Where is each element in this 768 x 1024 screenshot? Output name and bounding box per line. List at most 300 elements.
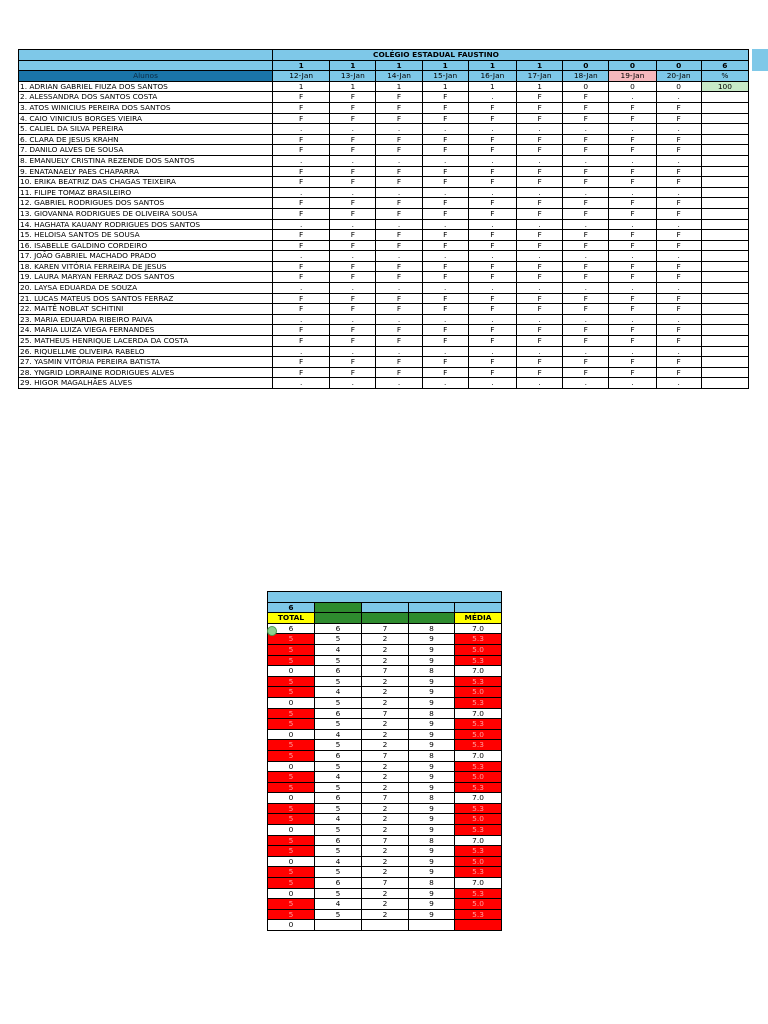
- attendance-mark[interactable]: F: [468, 113, 516, 124]
- attendance-mark[interactable]: F: [273, 367, 330, 378]
- attendance-mark[interactable]: .: [609, 283, 656, 294]
- attendance-mark[interactable]: .: [468, 124, 516, 135]
- attendance-mark[interactable]: F: [517, 102, 563, 113]
- attendance-mark[interactable]: .: [330, 251, 376, 262]
- attendance-mark[interactable]: F: [273, 198, 330, 209]
- attendance-mark[interactable]: F: [330, 230, 376, 241]
- attendance-mark[interactable]: F: [422, 208, 468, 219]
- attendance-mark[interactable]: F: [468, 166, 516, 177]
- attendance-mark[interactable]: F: [422, 166, 468, 177]
- attendance-mark[interactable]: F: [609, 145, 656, 156]
- attendance-mark[interactable]: F: [273, 261, 330, 272]
- attendance-mark[interactable]: F: [656, 208, 701, 219]
- attendance-mark[interactable]: F: [563, 367, 609, 378]
- attendance-mark[interactable]: .: [273, 219, 330, 230]
- attendance-mark[interactable]: F: [330, 240, 376, 251]
- attendance-mark[interactable]: 1: [468, 81, 516, 92]
- attendance-mark[interactable]: F: [468, 272, 516, 283]
- attendance-mark[interactable]: F: [517, 134, 563, 145]
- attendance-mark[interactable]: F: [273, 113, 330, 124]
- attendance-mark[interactable]: F: [609, 240, 656, 251]
- attendance-mark[interactable]: .: [273, 124, 330, 135]
- attendance-mark[interactable]: F: [422, 92, 468, 103]
- attendance-mark[interactable]: F: [422, 230, 468, 241]
- attendance-mark[interactable]: .: [376, 283, 422, 294]
- attendance-mark[interactable]: .: [656, 187, 701, 198]
- total-label: TOTAL: [268, 613, 315, 624]
- attendance-mark[interactable]: F: [376, 304, 422, 315]
- attendance-mark[interactable]: .: [563, 283, 609, 294]
- grade-cell: 2: [362, 888, 409, 899]
- attendance-mark[interactable]: .: [422, 155, 468, 166]
- attendance-mark[interactable]: F: [376, 357, 422, 368]
- grade-cell: 2: [362, 676, 409, 687]
- student-row: [19, 230, 749, 241]
- attendance-mark[interactable]: .: [656, 251, 701, 262]
- attendance-mark[interactable]: F: [422, 134, 468, 145]
- attendance-mark[interactable]: F: [422, 261, 468, 272]
- attendance-mark[interactable]: F: [273, 240, 330, 251]
- totals-row: [268, 655, 502, 666]
- attendance-mark[interactable]: .: [422, 314, 468, 325]
- attendance-mark[interactable]: F: [517, 92, 563, 103]
- attendance-mark[interactable]: .: [609, 155, 656, 166]
- attendance-mark[interactable]: .: [376, 155, 422, 166]
- attendance-mark[interactable]: F: [517, 357, 563, 368]
- attendance-mark[interactable]: 1: [422, 81, 468, 92]
- attendance-mark[interactable]: .: [656, 124, 701, 135]
- attendance-mark[interactable]: .: [517, 187, 563, 198]
- attendance-mark[interactable]: .: [330, 346, 376, 357]
- attendance-mark[interactable]: F: [563, 293, 609, 304]
- attendance-mark[interactable]: F: [273, 134, 330, 145]
- attendance-mark[interactable]: .: [609, 251, 656, 262]
- attendance-mark[interactable]: F: [656, 166, 701, 177]
- attendance-mark[interactable]: .: [422, 187, 468, 198]
- attendance-mark[interactable]: F: [468, 145, 516, 156]
- attendance-mark[interactable]: F: [330, 166, 376, 177]
- attendance-mark[interactable]: .: [468, 155, 516, 166]
- attendance-mark[interactable]: F: [330, 134, 376, 145]
- attendance-mark[interactable]: F: [517, 272, 563, 283]
- attendance-mark[interactable]: F: [468, 177, 516, 188]
- grade-cell: 7: [362, 835, 409, 846]
- attendance-mark[interactable]: F: [517, 367, 563, 378]
- attendance-mark[interactable]: .: [468, 251, 516, 262]
- totals-row: [268, 856, 502, 867]
- attendance-mark[interactable]: F: [376, 145, 422, 156]
- attendance-mark[interactable]: F: [330, 177, 376, 188]
- grade-cell: 6: [315, 750, 362, 761]
- attendance-mark[interactable]: F: [609, 198, 656, 209]
- attendance-mark[interactable]: .: [330, 283, 376, 294]
- attendance-mark[interactable]: .: [330, 219, 376, 230]
- attendance-mark[interactable]: .: [656, 219, 701, 230]
- grade-cell: 5: [315, 719, 362, 730]
- attendance-mark[interactable]: F: [468, 261, 516, 272]
- attendance-mark[interactable]: F: [563, 134, 609, 145]
- attendance-mark[interactable]: F: [609, 357, 656, 368]
- attendance-mark[interactable]: F: [422, 113, 468, 124]
- attendance-mark[interactable]: F: [330, 208, 376, 219]
- attendance-mark[interactable]: .: [273, 187, 330, 198]
- attendance-mark[interactable]: .: [563, 314, 609, 325]
- attendance-mark[interactable]: F: [376, 102, 422, 113]
- attendance-mark[interactable]: F: [656, 240, 701, 251]
- attendance-mark[interactable]: F: [563, 113, 609, 124]
- attendance-mark[interactable]: F: [656, 230, 701, 241]
- attendance-mark[interactable]: F: [468, 240, 516, 251]
- grade-cell: [315, 920, 362, 931]
- attendance-mark[interactable]: F: [517, 304, 563, 315]
- attendance-mark[interactable]: F: [609, 230, 656, 241]
- attendance-mark[interactable]: F: [376, 198, 422, 209]
- attendance-mark[interactable]: F: [422, 198, 468, 209]
- attendance-mark[interactable]: F: [376, 336, 422, 347]
- totals-row: [268, 846, 502, 857]
- attendance-mark[interactable]: F: [563, 230, 609, 241]
- attendance-mark[interactable]: .: [468, 283, 516, 294]
- attendance-mark[interactable]: F: [563, 304, 609, 315]
- attendance-mark[interactable]: F: [273, 304, 330, 315]
- attendance-mark[interactable]: .: [376, 187, 422, 198]
- attendance-mark[interactable]: .: [468, 92, 516, 103]
- attendance-mark[interactable]: F: [609, 336, 656, 347]
- attendance-mark[interactable]: .: [468, 219, 516, 230]
- attendance-mark[interactable]: F: [273, 357, 330, 368]
- attendance-mark[interactable]: F: [330, 92, 376, 103]
- attendance-mark[interactable]: 1: [376, 81, 422, 92]
- attendance-mark[interactable]: 1: [517, 81, 563, 92]
- attendance-mark[interactable]: F: [468, 336, 516, 347]
- attendance-mark[interactable]: .: [376, 314, 422, 325]
- attendance-mark[interactable]: .: [330, 187, 376, 198]
- attendance-mark[interactable]: .: [330, 378, 376, 389]
- attendance-mark[interactable]: F: [517, 113, 563, 124]
- attendance-mark[interactable]: F: [376, 208, 422, 219]
- attendance-mark[interactable]: F: [656, 113, 701, 124]
- attendance-mark[interactable]: F: [468, 367, 516, 378]
- attendance-mark[interactable]: .: [517, 283, 563, 294]
- attendance-mark[interactable]: F: [656, 261, 701, 272]
- attendance-mark[interactable]: .: [517, 124, 563, 135]
- grade-cell: 9: [409, 687, 455, 698]
- attendance-mark[interactable]: .: [273, 314, 330, 325]
- attendance-mark[interactable]: F: [609, 272, 656, 283]
- attendance-mark[interactable]: F: [330, 367, 376, 378]
- attendance-mark[interactable]: .: [517, 346, 563, 357]
- grade-cell: 9: [409, 888, 455, 899]
- attendance-mark[interactable]: F: [376, 113, 422, 124]
- attendance-mark[interactable]: F: [517, 240, 563, 251]
- attendance-mark[interactable]: .: [422, 219, 468, 230]
- sheet-side-tab[interactable]: [752, 49, 768, 71]
- attendance-mark[interactable]: F: [563, 177, 609, 188]
- attendance-mark[interactable]: F: [376, 367, 422, 378]
- attendance-mark[interactable]: .: [422, 283, 468, 294]
- attendance-mark[interactable]: F: [422, 272, 468, 283]
- attendance-mark[interactable]: .: [563, 251, 609, 262]
- attendance-mark[interactable]: F: [517, 198, 563, 209]
- attendance-mark[interactable]: F: [273, 145, 330, 156]
- attendance-mark[interactable]: F: [517, 145, 563, 156]
- attendance-mark[interactable]: F: [609, 177, 656, 188]
- attendance-mark[interactable]: F: [656, 367, 701, 378]
- attendance-mark[interactable]: F: [273, 166, 330, 177]
- attendance-mark[interactable]: F: [468, 325, 516, 336]
- attendance-mark[interactable]: F: [273, 102, 330, 113]
- attendance-mark[interactable]: F: [656, 357, 701, 368]
- attendance-mark[interactable]: F: [609, 113, 656, 124]
- attendance-mark[interactable]: .: [468, 187, 516, 198]
- attendance-mark[interactable]: F: [517, 261, 563, 272]
- attendance-mark[interactable]: F: [422, 357, 468, 368]
- grade-cell: 2: [362, 655, 409, 666]
- attendance-mark[interactable]: .: [273, 378, 330, 389]
- attendance-mark[interactable]: F: [563, 102, 609, 113]
- attendance-mark[interactable]: .: [517, 155, 563, 166]
- attendance-mark[interactable]: .: [330, 314, 376, 325]
- attendance-mark[interactable]: F: [563, 166, 609, 177]
- attendance-mark[interactable]: F: [656, 293, 701, 304]
- grade-cell: 4: [315, 687, 362, 698]
- attendance-mark[interactable]: F: [330, 102, 376, 113]
- attendance-mark[interactable]: F: [468, 102, 516, 113]
- grade-cell: 9: [409, 846, 455, 857]
- attendance-mark[interactable]: .: [468, 314, 516, 325]
- attendance-mark[interactable]: F: [330, 325, 376, 336]
- attendance-mark[interactable]: .: [563, 378, 609, 389]
- attendance-mark[interactable]: F: [422, 293, 468, 304]
- attendance-mark[interactable]: F: [273, 272, 330, 283]
- attendance-mark[interactable]: .: [609, 378, 656, 389]
- attendance-mark[interactable]: .: [468, 346, 516, 357]
- student-name: 23. MARIA EDUARDA RIBEIRO PAIVA: [19, 314, 273, 325]
- attendance-mark[interactable]: .: [422, 346, 468, 357]
- row-total: 5: [268, 878, 315, 889]
- attendance-mark[interactable]: .: [609, 346, 656, 357]
- attendance-mark[interactable]: F: [609, 208, 656, 219]
- attendance-mark[interactable]: F: [422, 304, 468, 315]
- attendance-mark[interactable]: .: [376, 124, 422, 135]
- day-count-cell: 0: [563, 60, 609, 71]
- attendance-mark[interactable]: .: [376, 378, 422, 389]
- attendance-mark[interactable]: F: [609, 261, 656, 272]
- attendance-mark[interactable]: F: [656, 145, 701, 156]
- attendance-mark[interactable]: .: [656, 92, 701, 103]
- attendance-mark[interactable]: F: [563, 145, 609, 156]
- attendance-mark[interactable]: F: [656, 177, 701, 188]
- grade-col-a: [315, 613, 362, 624]
- attendance-mark[interactable]: F: [376, 240, 422, 251]
- attendance-mark[interactable]: F: [273, 92, 330, 103]
- attendance-mark[interactable]: F: [563, 198, 609, 209]
- student-name: 17. JOÃO GABRIEL MACHADO PRADO: [19, 251, 273, 262]
- attendance-mark[interactable]: F: [517, 166, 563, 177]
- attendance-mark[interactable]: F: [656, 325, 701, 336]
- totals-count: 6: [268, 602, 315, 613]
- attendance-mark[interactable]: F: [422, 102, 468, 113]
- attendance-mark[interactable]: F: [376, 230, 422, 241]
- student-row: [19, 187, 749, 198]
- attendance-mark[interactable]: .: [517, 314, 563, 325]
- attendance-mark[interactable]: F: [273, 230, 330, 241]
- attendance-mark[interactable]: .: [330, 155, 376, 166]
- attendance-mark[interactable]: .: [273, 283, 330, 294]
- percent-cell: [701, 230, 748, 241]
- attendance-mark[interactable]: .: [609, 124, 656, 135]
- grade-cell: 6: [315, 878, 362, 889]
- attendance-mark[interactable]: F: [563, 357, 609, 368]
- attendance-mark[interactable]: .: [656, 378, 701, 389]
- attendance-mark[interactable]: .: [273, 155, 330, 166]
- attendance-mark[interactable]: .: [330, 124, 376, 135]
- attendance-mark[interactable]: F: [330, 261, 376, 272]
- attendance-mark[interactable]: F: [609, 134, 656, 145]
- student-name: 14. HAGHATA KAUANY RODRIGUES DOS SANTOS: [19, 219, 273, 230]
- attendance-mark[interactable]: F: [563, 208, 609, 219]
- attendance-mark[interactable]: .: [563, 187, 609, 198]
- row-total: 0: [268, 666, 315, 677]
- attendance-mark[interactable]: F: [330, 357, 376, 368]
- attendance-mark[interactable]: F: [330, 304, 376, 315]
- media-label: MÉDIA: [455, 613, 502, 624]
- attendance-mark[interactable]: F: [468, 134, 516, 145]
- attendance-mark[interactable]: 0: [609, 81, 656, 92]
- attendance-mark[interactable]: F: [517, 293, 563, 304]
- attendance-mark[interactable]: 0: [656, 81, 701, 92]
- attendance-mark[interactable]: F: [330, 198, 376, 209]
- attendance-mark[interactable]: F: [422, 145, 468, 156]
- attendance-mark[interactable]: F: [656, 336, 701, 347]
- attendance-mark[interactable]: .: [517, 251, 563, 262]
- attendance-mark[interactable]: F: [468, 198, 516, 209]
- attendance-mark[interactable]: .: [609, 314, 656, 325]
- attendance-mark[interactable]: F: [468, 208, 516, 219]
- attendance-mark[interactable]: F: [468, 230, 516, 241]
- attendance-mark[interactable]: F: [422, 367, 468, 378]
- attendance-mark[interactable]: F: [609, 293, 656, 304]
- attendance-mark[interactable]: F: [376, 134, 422, 145]
- attendance-mark[interactable]: F: [656, 304, 701, 315]
- attendance-mark[interactable]: F: [376, 272, 422, 283]
- attendance-mark[interactable]: F: [468, 293, 516, 304]
- attendance-mark[interactable]: .: [517, 219, 563, 230]
- attendance-mark[interactable]: F: [563, 336, 609, 347]
- attendance-mark[interactable]: F: [273, 336, 330, 347]
- attendance-mark[interactable]: F: [376, 166, 422, 177]
- attendance-mark[interactable]: F: [422, 325, 468, 336]
- attendance-mark[interactable]: F: [330, 272, 376, 283]
- attendance-mark[interactable]: F: [273, 177, 330, 188]
- attendance-mark[interactable]: .: [609, 187, 656, 198]
- attendance-mark[interactable]: .: [609, 92, 656, 103]
- attendance-mark[interactable]: .: [376, 219, 422, 230]
- attendance-mark[interactable]: F: [376, 92, 422, 103]
- attendance-mark[interactable]: F: [656, 102, 701, 113]
- attendance-mark[interactable]: F: [376, 177, 422, 188]
- attendance-mark[interactable]: .: [656, 346, 701, 357]
- attendance-mark[interactable]: .: [656, 283, 701, 294]
- attendance-mark[interactable]: F: [273, 208, 330, 219]
- attendance-mark[interactable]: .: [376, 251, 422, 262]
- attendance-mark[interactable]: F: [376, 325, 422, 336]
- attendance-mark[interactable]: F: [468, 304, 516, 315]
- attendance-mark[interactable]: .: [468, 378, 516, 389]
- attendance-mark[interactable]: F: [273, 325, 330, 336]
- attendance-mark[interactable]: F: [330, 113, 376, 124]
- attendance-mark[interactable]: .: [422, 251, 468, 262]
- attendance-mark[interactable]: .: [563, 124, 609, 135]
- attendance-mark[interactable]: F: [563, 272, 609, 283]
- attendance-mark[interactable]: F: [656, 134, 701, 145]
- attendance-mark[interactable]: F: [517, 230, 563, 241]
- attendance-mark[interactable]: F: [517, 336, 563, 347]
- attendance-mark[interactable]: .: [517, 378, 563, 389]
- attendance-mark[interactable]: 1: [330, 81, 376, 92]
- attendance-mark[interactable]: F: [422, 336, 468, 347]
- attendance-mark[interactable]: F: [656, 198, 701, 209]
- attendance-mark[interactable]: F: [609, 304, 656, 315]
- student-row: [19, 283, 749, 294]
- attendance-mark[interactable]: .: [656, 155, 701, 166]
- attendance-mark[interactable]: F: [330, 293, 376, 304]
- attendance-mark[interactable]: F: [422, 177, 468, 188]
- attendance-mark[interactable]: .: [563, 155, 609, 166]
- attendance-mark[interactable]: .: [422, 124, 468, 135]
- attendance-mark[interactable]: F: [468, 357, 516, 368]
- grade-cell: 2: [362, 644, 409, 655]
- attendance-mark[interactable]: 0: [563, 81, 609, 92]
- attendance-mark[interactable]: F: [609, 325, 656, 336]
- attendance-mark[interactable]: F: [330, 145, 376, 156]
- attendance-mark[interactable]: F: [563, 261, 609, 272]
- attendance-mark[interactable]: F: [330, 336, 376, 347]
- attendance-mark[interactable]: .: [609, 219, 656, 230]
- attendance-mark[interactable]: F: [563, 325, 609, 336]
- grade-cell: 4: [315, 644, 362, 655]
- totals-row: [268, 803, 502, 814]
- day-count-cell: 1: [273, 60, 330, 71]
- attendance-mark[interactable]: F: [656, 272, 701, 283]
- attendance-mark[interactable]: F: [563, 240, 609, 251]
- attendance-mark[interactable]: .: [422, 378, 468, 389]
- attendance-mark[interactable]: .: [656, 314, 701, 325]
- date-header-cell: 20-Jan: [656, 71, 701, 82]
- media-cell: 5.3: [455, 803, 502, 814]
- attendance-mark[interactable]: .: [563, 219, 609, 230]
- attendance-mark[interactable]: F: [563, 92, 609, 103]
- attendance-mark[interactable]: .: [563, 346, 609, 357]
- student-row: [19, 219, 749, 230]
- attendance-mark[interactable]: F: [376, 261, 422, 272]
- attendance-mark[interactable]: .: [273, 346, 330, 357]
- attendance-mark[interactable]: F: [517, 177, 563, 188]
- attendance-mark[interactable]: F: [422, 240, 468, 251]
- attendance-mark[interactable]: F: [517, 208, 563, 219]
- attendance-mark[interactable]: .: [273, 251, 330, 262]
- attendance-mark[interactable]: F: [273, 293, 330, 304]
- grade-cell: 9: [409, 772, 455, 783]
- attendance-mark[interactable]: F: [609, 367, 656, 378]
- attendance-mark[interactable]: F: [609, 102, 656, 113]
- attendance-mark[interactable]: F: [609, 166, 656, 177]
- attendance-mark[interactable]: 1: [273, 81, 330, 92]
- attendance-mark[interactable]: F: [376, 293, 422, 304]
- grade-cell: 2: [362, 856, 409, 867]
- attendance-mark[interactable]: .: [376, 346, 422, 357]
- attendance-mark[interactable]: F: [517, 325, 563, 336]
